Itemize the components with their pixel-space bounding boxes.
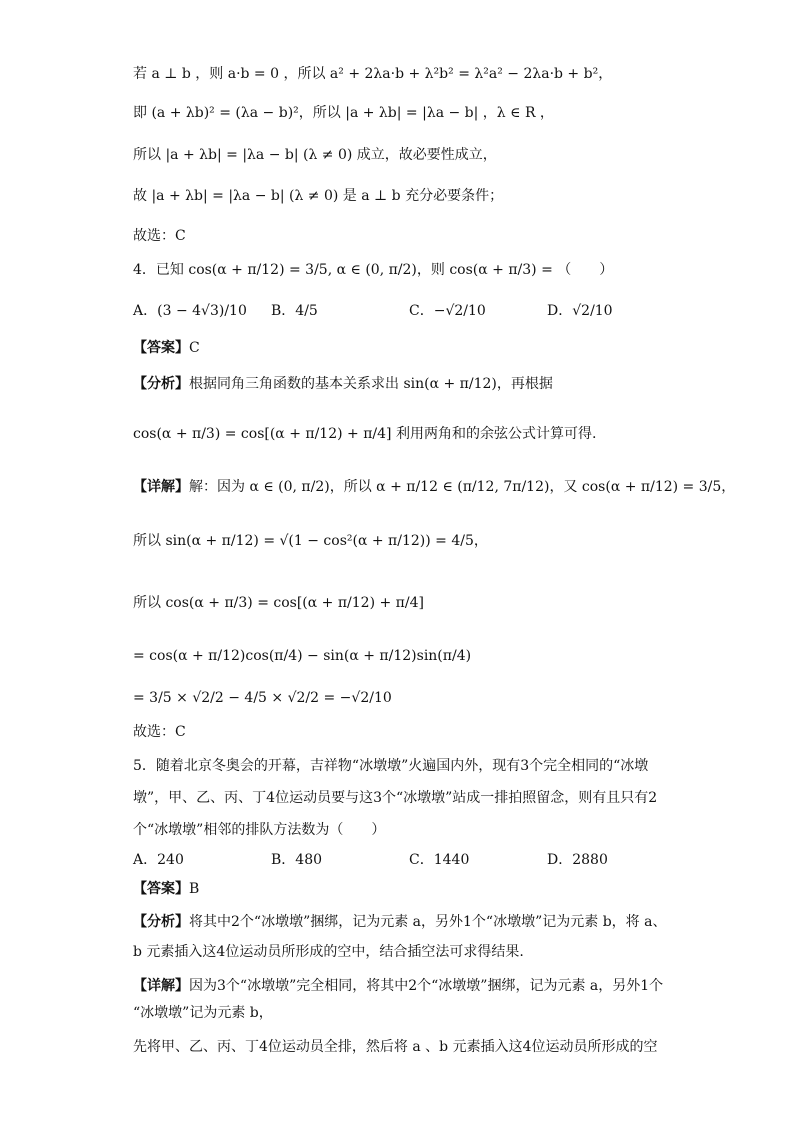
q4-option-d-label: D．: [547, 303, 573, 319]
q4-option-a: [133, 300, 247, 320]
q5-analysis-1: [133, 912, 673, 932]
q5-stem-2: 墩”，甲、乙、丙、丁4位运动员要与这3个“冰墩墩”站成一排拍照留念，则有且只有2: [133, 790, 658, 806]
q5-stem-1: 5．随着北京冬奥会的开幕，吉祥物“冰墩墩”火遍国内外，现有3个完全相同的“冰墩: [133, 758, 649, 774]
q5-option-a-text: 240: [157, 852, 184, 868]
q5-option-d-label: D．: [547, 852, 573, 868]
q5-analysis-tag: 【分析】: [133, 914, 189, 930]
prev-line-3: 所以 |a + λb| = |λa − b| (λ ≠ 0) 成立，故必要性成立，: [133, 147, 497, 163]
q5-answer-tag: 【答案】: [133, 881, 189, 897]
prev-line-2: 即 (a + λb)² = (λa − b)²，所以 |a + λb| = |λa − b| ，λ ∈ R ，: [133, 105, 554, 121]
q4-option-b-text: 4/5: [295, 303, 318, 319]
q5-option-d: [547, 849, 608, 869]
q5-option-b-label: B．: [271, 852, 296, 868]
q5-option-b: [271, 849, 322, 869]
q4-detail-5: = 3/5 × √2/2 − 4/5 × √2/2 = −√2/10: [133, 690, 392, 706]
q4-detail-tag: 【详解】: [133, 479, 189, 495]
q5-option-b-text: 480: [295, 852, 323, 868]
q4-detail-1: [133, 477, 736, 497]
q5-options: [133, 849, 673, 873]
q5-analysis-2: b 元素插入这4位运动员所形成的空中，结合插空法可求得结果.: [133, 944, 524, 960]
q4-option-a-label: A．: [133, 303, 158, 319]
q4-option-b-label: B．: [271, 303, 296, 319]
q4-detail-4: = cos(α + π/12)cos(π/4) − sin(α + π/12)sin(π/4): [133, 648, 472, 664]
q4-analysis-text-1: 根据同角三角函数的基本关系求出 sin(α + π/12)，再根据: [189, 376, 553, 392]
q5-option-a: [133, 849, 184, 869]
q4-options: [133, 300, 673, 324]
q5-option-c-label: C．: [409, 852, 434, 868]
q5-answer-value: B: [189, 881, 200, 897]
q4-detail-text-1: 解：因为 α ∈ (0, π/2)，所以 α + π/12 ∈ (π/12, 7π/12)，又 cos(α + π/12) = 3/5，: [189, 479, 736, 495]
q4-detail-2: 所以 sin(α + π/12) = √(1 − cos²(α + π/12)) = 4/5，: [133, 533, 488, 549]
q4-option-b: [271, 300, 318, 320]
q5-option-d-text: 2880: [572, 852, 608, 868]
q4-answer: [133, 338, 673, 358]
prev-line-1: 若 a ⊥ b ，则 a·b = 0 ，所以 a² + 2λa·b + λ²b² = λ²a² − 2λa·b + b²，: [133, 66, 613, 82]
q5-option-a-label: A．: [133, 852, 158, 868]
prev-choose: 故选：C: [133, 228, 186, 244]
q5-detail-2: “冰墩墩”记为元素 b，: [133, 1005, 273, 1021]
q4-detail-3: 所以 cos(α + π/3) = cos[(α + π/12) + π/4]: [133, 595, 424, 611]
q4-option-c-text: −√2/10: [433, 303, 486, 319]
q4-option-a-text: (3 − 4√3)/10: [157, 303, 247, 319]
q4-analysis-1: [133, 374, 673, 394]
q5-detail-tag: 【详解】: [133, 978, 189, 994]
q4-analysis-tag: 【分析】: [133, 376, 189, 392]
q4-option-d-text: √2/10: [572, 303, 613, 319]
q4-stem: 4．已知 cos(α + π/12) = 3/5, α ∈ (0, π/2)，则 cos(α + π/3) = （ ）: [133, 262, 614, 278]
prev-line-4: 故 |a + λb| = |λa − b| (λ ≠ 0) 是 a ⊥ b 充分必要条件；: [133, 188, 504, 204]
q4-option-d: [547, 300, 613, 320]
q4-analysis-2: cos(α + π/3) = cos[(α + π/12) + π/4] 利用两角和的余弦公式计算可得.: [133, 426, 597, 442]
q5-analysis-text-1: 将其中2个“冰墩墩”捆绑，记为元素 a，另外1个“冰墩墩”记为元素 b，将 a、: [189, 914, 667, 930]
q4-answer-value: C: [189, 340, 200, 356]
q5-detail-text-1: 因为3个“冰墩墩”完全相同，将其中2个“冰墩墩”捆绑，记为元素 a，另外1个: [189, 978, 664, 994]
q5-detail-1: [133, 976, 673, 996]
q4-option-c: [409, 300, 486, 320]
q5-option-c: [409, 849, 469, 869]
q5-option-c-text: 1440: [433, 852, 470, 868]
q4-answer-tag: 【答案】: [133, 340, 189, 356]
q5-answer: [133, 879, 673, 899]
q5-detail-3: 先将甲、乙、丙、丁4位运动员全排，然后将 a 、b 元素插入这4位运动员所形成的空: [133, 1039, 658, 1055]
q4-choose: 故选：C: [133, 724, 186, 740]
q4-option-c-label: C．: [409, 303, 434, 319]
q5-stem-3: 个“冰墩墩”相邻的排队方法数为（ ）: [133, 822, 386, 838]
